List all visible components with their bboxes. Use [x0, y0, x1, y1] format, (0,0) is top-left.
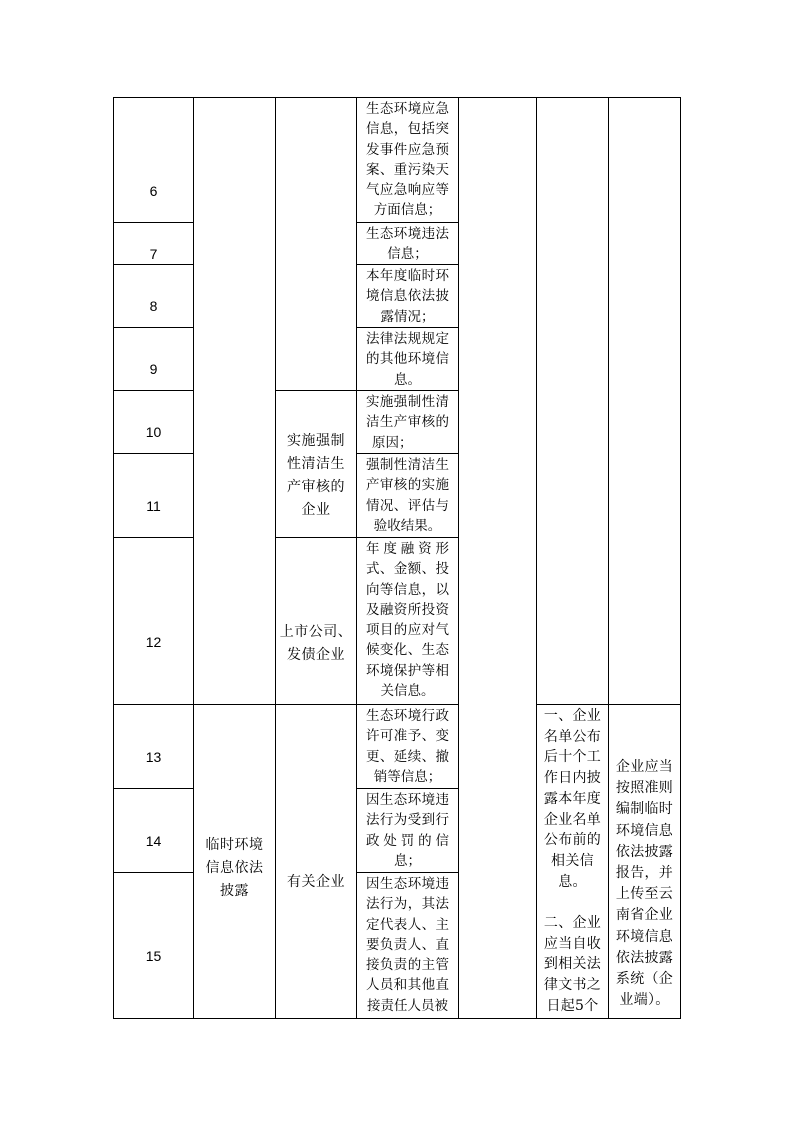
- category-cell-continued: [194, 98, 275, 704]
- disclosure-content-cell: [357, 789, 458, 872]
- text-line: 上市公司、: [279, 624, 353, 640]
- text-line: 环境信息: [615, 928, 674, 945]
- text-line: 许可准予、变: [366, 728, 449, 745]
- text-line: 洁生产审核的: [366, 414, 449, 431]
- disclosure-content-cell: [357, 328, 458, 390]
- row-number-cell: [114, 705, 193, 788]
- text-line: 的其他环境信: [366, 351, 449, 368]
- text-line: 编制临时: [615, 801, 674, 818]
- row-number-cell: [114, 98, 193, 222]
- text-line: 关信息。: [380, 683, 435, 700]
- enterprise-type-clean-production: [276, 391, 356, 537]
- text-line: 要负责人、直: [366, 936, 449, 953]
- text-line: 上传至云: [615, 886, 674, 903]
- text-line: 南省企业: [615, 907, 674, 924]
- text-line: 接负责的主管: [366, 957, 449, 974]
- text-line: 一、企业: [543, 708, 602, 724]
- text-line: 应当自收: [543, 935, 602, 952]
- text-line: 原因；: [372, 434, 413, 451]
- text-line: 及融资所投资: [366, 601, 449, 618]
- text-line: 信息，包括突: [366, 121, 449, 138]
- timing-cell-continued: [537, 98, 608, 704]
- text-line: 到相关法: [543, 956, 602, 973]
- row-number: 14: [145, 832, 162, 849]
- text-line: 因生态环境违: [366, 876, 449, 892]
- text-line: 因生态环境违: [366, 792, 449, 808]
- text-line: 按照准则: [615, 780, 674, 797]
- row-number-cell: [114, 328, 193, 390]
- text-line: 强制性清洁生: [366, 457, 449, 473]
- text-line: 情况、评估与: [366, 497, 449, 514]
- text-line: 生态环境行政: [366, 708, 449, 724]
- disclosure-content-cell: [357, 454, 458, 537]
- text-line: 企业应当: [615, 759, 674, 775]
- text-line: 产审核的实施: [366, 477, 449, 494]
- text-line: 系统（企: [615, 971, 674, 988]
- text-line: 人员和其他直: [366, 977, 449, 994]
- text-line: 息。: [394, 371, 421, 388]
- row-number-cell: [114, 454, 193, 537]
- text-line: 报告，并: [615, 865, 674, 882]
- disclosure-timing-cell: [537, 705, 608, 1018]
- text-line: 候变化、生态: [366, 642, 449, 659]
- text-line: 气应急响应等: [366, 182, 449, 199]
- text-line: 日起5个: [546, 997, 599, 1014]
- disclosure-content-cell: [357, 391, 458, 453]
- enterprise-type-cell-continued: [276, 98, 356, 390]
- text-line: 露情况；: [380, 308, 435, 325]
- row-number: 11: [146, 497, 161, 514]
- method-cell-continued: [609, 98, 680, 704]
- text-line: 息；: [394, 852, 421, 869]
- category-temporary-disclosure: [194, 705, 275, 1018]
- row-number-cell: [114, 789, 193, 872]
- disclosure-content-cell: [357, 705, 458, 788]
- enterprise-type-related: [276, 705, 356, 1018]
- text-line: 发事件应急预: [366, 141, 449, 158]
- text-line: 临时环境: [205, 837, 264, 853]
- text-line: 项目的应对气: [366, 622, 449, 639]
- text-line: 本年度临时环: [366, 268, 449, 284]
- text-line: 二、企业: [543, 915, 602, 932]
- enterprise-type-listed-bond: [276, 538, 356, 704]
- text-line: 律文书之: [543, 977, 602, 994]
- disclosure-table: [113, 97, 681, 1019]
- text-line: 境信息依法披: [366, 288, 449, 305]
- text-line: 相关信: [551, 852, 594, 869]
- disclosure-content-cell: [357, 223, 458, 264]
- timing-paragraph-2: [537, 913, 608, 1017]
- text-line: 政处罚的信: [366, 832, 449, 849]
- text-line: 公布前的: [543, 832, 602, 849]
- row-number: 12: [145, 633, 162, 650]
- text-line: 法行为受到行: [366, 812, 449, 829]
- text-line: 环境保护等相: [366, 662, 449, 679]
- text-line: 向等信息，以: [366, 581, 449, 598]
- text-line: 发债企业: [287, 647, 345, 663]
- text-line: 企业名单: [543, 811, 602, 828]
- text-line: 产审核的: [287, 479, 345, 495]
- text-line: 息。: [558, 873, 587, 890]
- blank-column-cell: [459, 98, 536, 1018]
- text-line: 名单公布: [543, 728, 602, 745]
- text-line: 后十个工: [543, 749, 602, 766]
- text-line: 有关企业: [287, 874, 345, 890]
- text-line: 露本年度: [543, 790, 602, 807]
- text-line: 销等信息；: [373, 768, 442, 785]
- disclosure-content-cell: [357, 98, 458, 222]
- text-line: 生态环境应急: [366, 101, 449, 117]
- text-line: 法律法规规定: [366, 331, 449, 347]
- row-number-cell: [114, 265, 193, 327]
- text-line: 接责任人员被: [367, 997, 448, 1014]
- text-line: 年度融资形: [366, 541, 449, 557]
- text-line: 案、重污染天: [366, 161, 449, 178]
- text-line: 生态环境违法: [366, 226, 449, 242]
- text-line: 信息；: [387, 246, 428, 263]
- disclosure-content-cell: [357, 265, 458, 327]
- disclosure-content-cell: [357, 873, 458, 1018]
- text-line: 依法披露: [615, 949, 674, 966]
- text-line: 式、金额、投: [366, 561, 449, 578]
- text-line: 性清洁生: [287, 456, 345, 472]
- text-line: 更、延续、撤: [366, 748, 449, 765]
- timing-paragraph-1: [537, 706, 608, 892]
- row-number: 9: [149, 361, 158, 377]
- text-line: 实施强制性清: [366, 394, 449, 410]
- row-number-cell: [114, 391, 193, 453]
- row-number: 13: [145, 748, 162, 765]
- text-line: 环境信息: [615, 822, 674, 839]
- row-number-cell: [114, 538, 193, 704]
- text-line: 方面信息；: [373, 202, 442, 219]
- text-line: 业端）。: [619, 992, 670, 1009]
- row-number: 7: [149, 245, 158, 262]
- text-line: 依法披露: [615, 843, 674, 860]
- row-number: 6: [149, 182, 158, 199]
- disclosure-method-cell: [609, 705, 680, 1018]
- row-number: 10: [145, 424, 162, 440]
- row-number: 15: [145, 947, 162, 964]
- disclosure-content-cell: [357, 538, 458, 704]
- text-line: 信息依法: [205, 860, 264, 876]
- text-line: 披露: [220, 883, 249, 899]
- row-number-cell: [114, 223, 193, 264]
- row-number-cell: [114, 873, 193, 1018]
- row-number: 8: [149, 298, 158, 314]
- text-line: 实施强制: [287, 433, 345, 449]
- text-line: 法行为，其法: [366, 896, 449, 913]
- text-line: 验收结果。: [373, 517, 442, 534]
- text-line: 企业: [301, 502, 331, 518]
- text-line: 作日内披: [543, 770, 602, 787]
- text-line: 定代表人、主: [366, 916, 449, 933]
